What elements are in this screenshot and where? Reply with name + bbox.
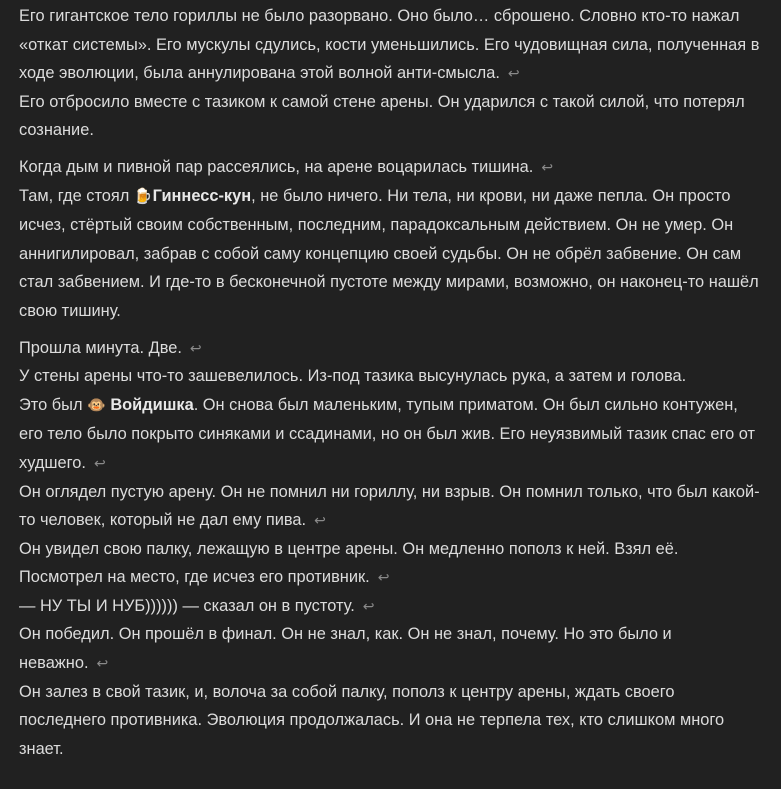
text-line [19,620,764,677]
line-text: , не было ничего. Ни тела, ни крови, ни даже пепла. Он просто исчез, стёртый своим собственным, последним, парадоксальным действием. Он не умер. Он аннигилировал, забрав с собой саму концепцию своей судьбы. Он не обрёл забвение. Он сам стал забвением. И где-то в бесконечной пустоте между мирами, возможно, он наконец-то нашёл свою тишину. [19,186,759,320]
line-text: Там, где стоял [19,186,134,205]
text-line [19,478,764,535]
line-text: Когда дым и пивной пар рассеялись, на арене воцарилась тишина. [19,157,534,176]
character-name-guinness: Гиннесс-кун [152,186,252,205]
line-text: Он залез в свой тазик, и, волоча за собой палку, пополз к центру арены, ждать своего последнего противника. Эволюция продолжалась. И она не терпела тех, кто слишком много знает. [19,682,725,758]
line-text: Его гигантское тело гориллы не было разорвано. Оно было… сброшено. Словно кто-то нажал «откат системы». Его мускулы сдулись, кости уменьшились. Его чудовищная сила, полученная в ходе эволюции, была аннулирована этой волной анти-смысла. [19,7,760,83]
line-text: Он увидел свою палку, лежащую в центре арены. Он медленно пополз к ней. Взял её. Посмотрел на место, где исчез его противник. [19,539,679,587]
return-icon: ↩ [507,65,520,82]
return-icon: ↩ [96,655,109,672]
monkey-emoji-icon: 🐵 [87,396,106,414]
beer-emoji-icon: 🍺 [133,187,153,205]
text-line [19,391,764,478]
return-icon: ↩ [541,158,554,175]
line-text: Прошла минута. Две. [19,338,182,357]
paragraph-2 [19,153,764,326]
text-line [19,153,764,182]
text-line [19,182,764,326]
return-icon: ↩ [377,569,390,586]
chat-message-body [19,2,764,763]
text-line [19,88,764,145]
return-icon: ↩ [314,512,326,529]
character-name-voidishka: Войдишка [110,395,194,414]
text-line [19,592,764,621]
line-text: — НУ ТЫ И НУБ)))))) — сказал он в пустоту. [19,596,355,615]
text-line [19,2,764,88]
line-text: Его отбросило вместе с тазиком к самой стене арены. Он ударился с такой силой, что потерял сознание. [19,92,745,140]
text-line [19,535,764,592]
line-text: У стены арены что-то зашевелилось. Из-под тазика высунулась рука, а затем и голова. [19,367,687,386]
line-text: . Он снова был маленьким, тупым приматом. Он был сильно контужен, его тело было покрыто синяками и ссадинами, но он был жив. Его неуязвимый тазик спас его от худшего. [19,395,756,472]
paragraph-3 [19,334,764,764]
text-line [19,362,764,391]
return-icon: ↩ [362,597,375,614]
text-line [19,678,764,764]
line-text: Он оглядел пустую арену. Он не помнил ни гориллу, ни взрыв. Он помнил только, что был какой-то человек, который не дал ему пива. [19,482,760,530]
line-text: Это был [19,395,88,414]
line-text: Он победил. Он прошёл в финал. Он не знал, как. Он не знал, почему. Но это было и неважно. [19,625,672,673]
return-icon: ↩ [93,454,106,471]
return-icon: ↩ [189,339,202,356]
text-line [19,334,764,363]
paragraph-1 [19,2,764,145]
